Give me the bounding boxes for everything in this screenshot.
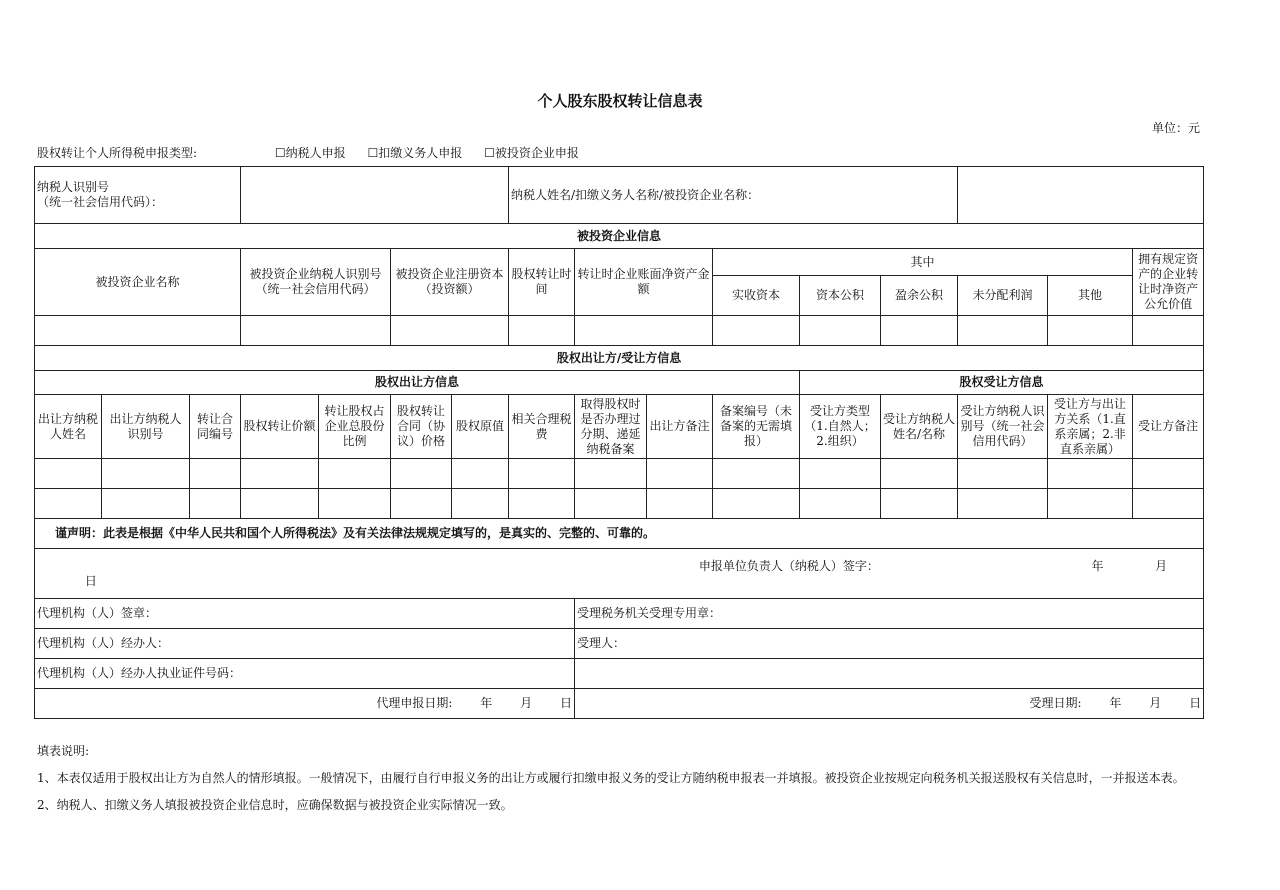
- header-reasonable-taxes: 相关合理税费: [509, 395, 575, 459]
- header-registered-capital: 被投资企业注册资本（投资额）: [391, 249, 509, 316]
- input-other[interactable]: [1048, 316, 1133, 346]
- header-seller-tax-id: 出让方纳税人识别号: [102, 395, 190, 459]
- invested-data-row: [35, 316, 1204, 346]
- table-cell[interactable]: [958, 459, 1048, 489]
- input-paid-in-capital[interactable]: [713, 316, 800, 346]
- taxpayer-id-label-cell: [35, 167, 241, 224]
- table-cell[interactable]: [881, 489, 958, 519]
- header-other: 其他: [1048, 276, 1133, 316]
- header-deferral-filing: 取得股权时是否办理过分期、递延纳税备案: [575, 395, 647, 459]
- signature-label: 申报单位负责人（纳税人）签字：: [698, 558, 879, 573]
- taxpayer-id-input[interactable]: [241, 167, 509, 224]
- option-withholding-checkbox[interactable]: ☐扣缴义务人申报: [367, 146, 463, 160]
- invested-section-title: 被投资企业信息: [35, 224, 1204, 249]
- signature-month: 月: [1155, 558, 1168, 573]
- table-cell[interactable]: [1048, 489, 1133, 519]
- table-cell[interactable]: [452, 459, 509, 489]
- table-cell[interactable]: [575, 459, 647, 489]
- acceptance-date-cell: [575, 689, 1204, 719]
- table-cell[interactable]: [391, 489, 452, 519]
- header-filing-no: 备案编号（未备案的无需填报）: [713, 395, 800, 459]
- input-transfer-time[interactable]: [509, 316, 575, 346]
- notes-title: 填表说明:: [37, 744, 90, 758]
- header-buyer-relation: 受让方与出让方关系（1.直系亲属；2.非直系亲属）: [1048, 395, 1133, 459]
- table-cell[interactable]: [241, 459, 319, 489]
- header-paid-in-capital: 实收资本: [713, 276, 800, 316]
- filling-notes: [37, 738, 1185, 819]
- signature-row: [35, 549, 1204, 599]
- table-cell[interactable]: [575, 489, 647, 519]
- agent-date-month: 月: [520, 696, 533, 710]
- acceptance-date-year: 年: [1109, 696, 1122, 710]
- input-fair-value[interactable]: [1133, 316, 1204, 346]
- table-cell[interactable]: [509, 459, 575, 489]
- taxpayer-id-sublabel: （统一社会信用代码）：: [37, 195, 164, 209]
- table-cell[interactable]: [319, 459, 391, 489]
- header-undistributed-profit: 未分配利润: [958, 276, 1048, 316]
- header-contract-no: 转让合同编号: [190, 395, 241, 459]
- acceptance-date-label: 受理日期:: [1029, 696, 1082, 710]
- parties-section-title: 股权出让方/受让方信息: [35, 346, 1204, 371]
- option-invested-company-checkbox[interactable]: ☐被投资企业申报: [484, 146, 579, 160]
- table-cell[interactable]: [1048, 459, 1133, 489]
- table-cell[interactable]: [391, 459, 452, 489]
- option-taxpayer-checkbox[interactable]: ☐纳税人申报: [274, 146, 346, 160]
- table-cell[interactable]: [647, 459, 713, 489]
- header-net-assets: 转让时企业账面净资产金额: [575, 249, 713, 316]
- agent-cert-label: 代理机构（人）经办人执业证件号码：: [35, 659, 575, 689]
- table-cell[interactable]: [1133, 459, 1204, 489]
- table-row: [35, 489, 1204, 519]
- table-cell[interactable]: [35, 459, 102, 489]
- declaration-statement: 谨声明：此表是根据《中华人民共和国个人所得税法》及有关法律法规规定填写的，是真实的、完整的、可靠的。: [35, 519, 1204, 549]
- header-transfer-time: 股权转让时间: [509, 249, 575, 316]
- table-row: [35, 459, 1204, 489]
- signature-year: 年: [1091, 558, 1104, 573]
- form-title: 个人股东股权转让信息表: [537, 92, 703, 110]
- header-fair-value: 拥有规定资产的企业转让时净资产公允价值: [1133, 249, 1204, 316]
- note-item-1: 1、本表仅适用于股权出让方为自然人的情形填报。一般情况下，由履行自行申报义务的出让方或履行扣缴申报义务的受让方随纳税申报表一并填报。被投资企业按规定向税务机关报送股权有关信息时，一并报送本表。: [37, 771, 1185, 785]
- share-transfer-table: [34, 166, 1204, 719]
- header-invested-name: 被投资企业名称: [35, 249, 241, 316]
- table-cell[interactable]: [452, 489, 509, 519]
- agent-handler-label: 代理机构（人）经办人：: [35, 629, 575, 659]
- header-buyer-type: 受让方类型（1.自然人；2.组织）: [800, 395, 881, 459]
- header-contract-price: 股权转让合同（协议）价格: [391, 395, 452, 459]
- acceptance-seal-label: 受理税务机关受理专用章：: [575, 599, 1204, 629]
- agent-date-day: 日: [559, 696, 572, 710]
- table-cell[interactable]: [958, 489, 1048, 519]
- header-buyer-tax-id: 受让方纳税人识别号（统一社会信用代码）: [958, 395, 1048, 459]
- table-cell[interactable]: [713, 459, 800, 489]
- agent-date-label: 代理申报日期:: [376, 696, 453, 710]
- table-cell[interactable]: [800, 459, 881, 489]
- taxpayer-id-label: 纳税人识别号: [37, 180, 110, 194]
- input-capital-reserve[interactable]: [800, 316, 881, 346]
- table-cell[interactable]: [190, 459, 241, 489]
- header-transfer-amount: 股权转让价额: [241, 395, 319, 459]
- header-seller-name: 出让方纳税人姓名: [35, 395, 102, 459]
- header-seller-remark: 出让方备注: [647, 395, 713, 459]
- header-buyer-name: 受让方纳税人姓名/名称: [881, 395, 958, 459]
- table-cell[interactable]: [509, 489, 575, 519]
- header-surplus-reserve: 盈余公积: [881, 276, 958, 316]
- table-cell[interactable]: [102, 489, 190, 519]
- table-cell[interactable]: [800, 489, 881, 519]
- declare-type-label: 股权转让个人所得税申报类型:: [37, 146, 198, 160]
- input-net-assets[interactable]: [575, 316, 713, 346]
- taxpayer-name-input[interactable]: [958, 167, 1204, 224]
- header-of-which: 其中: [713, 249, 1133, 276]
- agent-date-cell: [35, 689, 575, 719]
- input-invested-name[interactable]: [35, 316, 241, 346]
- acceptance-date-day: 日: [1189, 696, 1202, 710]
- table-cell[interactable]: [647, 489, 713, 519]
- table-cell[interactable]: [102, 459, 190, 489]
- header-original-value: 股权原值: [452, 395, 509, 459]
- header-share-ratio: 转让股权占企业总股份比例: [319, 395, 391, 459]
- header-invested-tax-id: 被投资企业纳税人识别号（统一社会信用代码）: [241, 249, 391, 316]
- acceptance-date-month: 月: [1149, 696, 1162, 710]
- input-surplus-reserve[interactable]: [881, 316, 958, 346]
- agent-seal-label: 代理机构（人）签章：: [35, 599, 575, 629]
- table-cell[interactable]: [1133, 489, 1204, 519]
- table-cell[interactable]: [190, 489, 241, 519]
- acceptance-blank-cell[interactable]: [575, 659, 1204, 689]
- note-item-2: 2、纳税人、扣缴义务人填报被投资企业信息时，应确保数据与被投资企业实际情况一致。: [37, 798, 513, 812]
- header-capital-reserve: 资本公积: [800, 276, 881, 316]
- header-buyer-remark: 受让方备注: [1133, 395, 1204, 459]
- input-registered-capital[interactable]: [391, 316, 509, 346]
- agent-date-year: 年: [480, 696, 493, 710]
- input-invested-tax-id[interactable]: [241, 316, 391, 346]
- seller-section-title: 股权出让方信息: [35, 371, 800, 395]
- input-undistributed-profit[interactable]: [958, 316, 1048, 346]
- declare-type-row: [37, 144, 597, 161]
- acceptance-receiver-label: 受理人：: [575, 629, 1204, 659]
- taxpayer-name-label: 纳税人姓名/扣缴义务人名称/被投资企业名称：: [509, 167, 958, 224]
- unit-label: 单位：元: [1151, 121, 1200, 135]
- table-cell[interactable]: [35, 489, 102, 519]
- table-cell[interactable]: [713, 489, 800, 519]
- table-cell[interactable]: [241, 489, 319, 519]
- signature-day: 日: [84, 573, 97, 588]
- buyer-section-title: 股权受让方信息: [800, 371, 1204, 395]
- table-cell[interactable]: [319, 489, 391, 519]
- table-cell[interactable]: [881, 459, 958, 489]
